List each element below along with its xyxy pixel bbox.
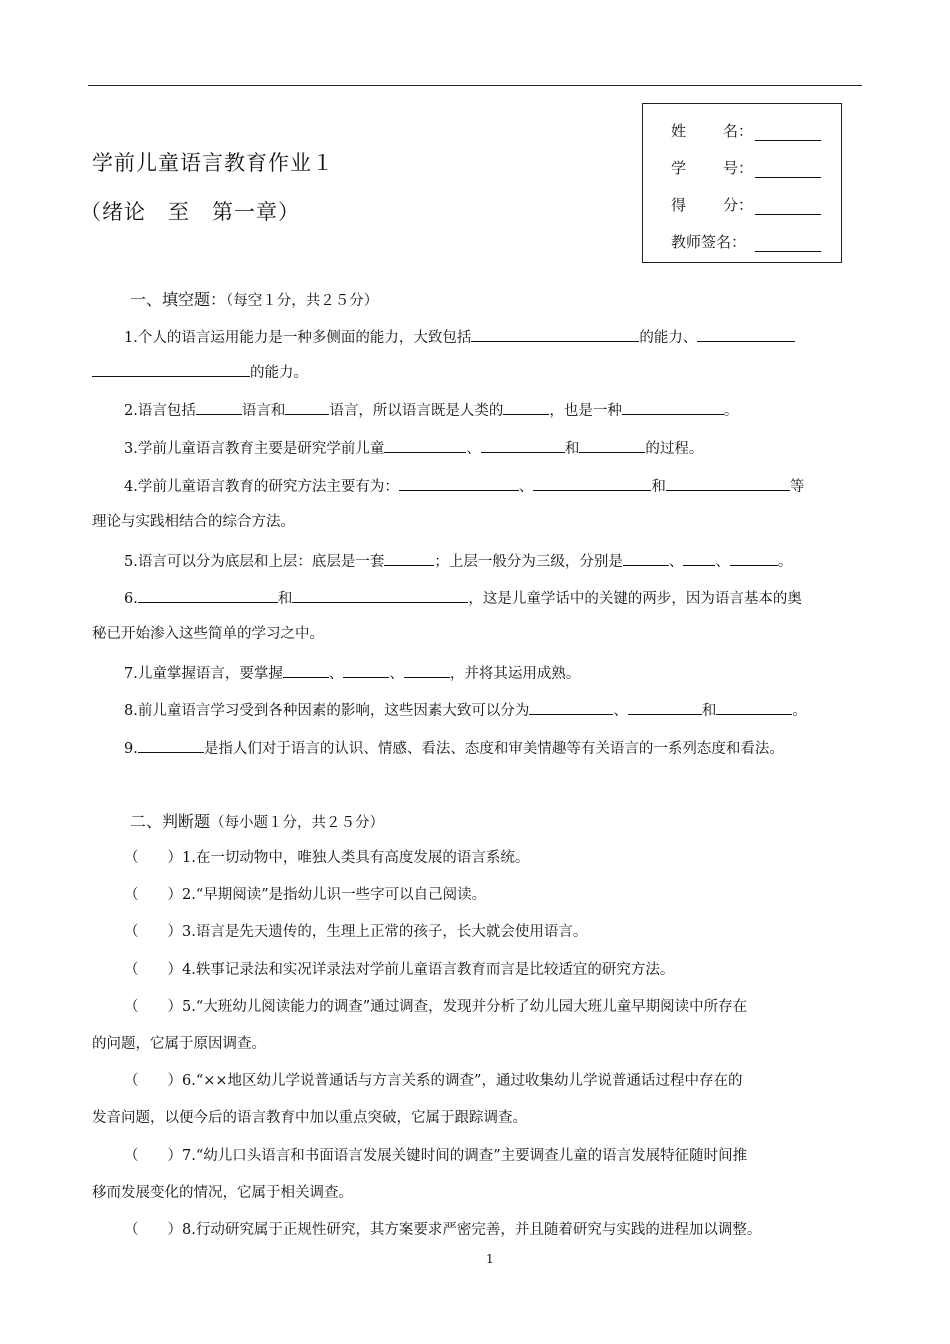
section1-title: 一、填空题：	[130, 290, 227, 309]
section1-heading	[130, 287, 378, 310]
q3-text-d: 的过程。	[645, 441, 704, 457]
q8-blank-1[interactable]	[529, 699, 613, 715]
section1-note: （每空１分，共２５分）	[226, 293, 379, 309]
q1-line1	[124, 326, 795, 348]
q5-blank-4[interactable]	[730, 550, 778, 566]
judge-item-5	[124, 997, 747, 1017]
answer-paren-8[interactable]: （ ）	[124, 1222, 182, 1238]
answer-paren-4[interactable]: （ ）	[124, 962, 182, 978]
q2-text-e: 。	[723, 403, 739, 419]
page-subtitle: （绪论 至 第一章）	[80, 200, 300, 224]
q4-text-e: 理论与实践相结合的综合方法。	[92, 514, 295, 530]
q7-blank-2[interactable]	[343, 662, 389, 678]
answer-paren-1[interactable]: （ ）	[124, 850, 182, 866]
judge-text-6b: 发音问题，以便今后的语言教育中加以重点突破，它属于跟踪调查。	[92, 1110, 527, 1126]
q5-blank-3[interactable]	[683, 550, 715, 566]
q2-blank-2[interactable]	[285, 399, 329, 415]
judge-text-1: 1.在一切动物中，唯独人类具有高度发展的语言系统。	[182, 850, 530, 866]
q4-text-b: 、	[518, 479, 534, 495]
q4-line2	[92, 512, 295, 532]
judge-item-1	[124, 848, 529, 868]
q9-text-b: 是指人们对于语言的认识、情感、看法、态度和审美情趣等有关语言的一系列态度和看法。	[203, 741, 784, 757]
q3-blank-2[interactable]	[481, 437, 565, 453]
q5-line	[124, 550, 792, 572]
q4-blank-1[interactable]	[399, 475, 519, 491]
answer-paren-7[interactable]: （ ）	[124, 1148, 182, 1164]
q9-text-a: 9.	[124, 741, 138, 757]
score-label-b: 分：	[722, 196, 753, 214]
q7-blank-1[interactable]	[283, 662, 329, 678]
q9-line	[124, 737, 784, 759]
judge-item-7	[124, 1146, 747, 1166]
q5-text-e: 。	[777, 554, 793, 570]
q2-text-d: ，也是一种	[549, 403, 622, 419]
q2-line	[124, 399, 738, 421]
q1-text-c: 的能力。	[250, 365, 308, 381]
judge-text-4: 4.轶事记录法和实况详录法对学前儿童语言教育而言是比较适宜的研究方法。	[182, 962, 675, 978]
q3-blank-1[interactable]	[384, 437, 466, 453]
q4-text-d: 等	[789, 479, 805, 495]
q6-text-d: 秘已开始渗入这些简单的学习之中。	[92, 626, 324, 642]
q1-blank-2[interactable]	[697, 326, 795, 342]
q1-text-b: 的能力、	[639, 330, 698, 346]
q8-blank-3[interactable]	[716, 699, 792, 715]
q7-text-a: 7.儿童掌握语言，要掌握	[124, 666, 283, 682]
q4-blank-2[interactable]	[533, 475, 651, 491]
q5-blank-1[interactable]	[384, 550, 434, 566]
q7-text-d: ，并将其运用成熟。	[449, 666, 581, 682]
q4-text-a: 4.学前儿童语言教育的研究方法主要有为：	[124, 479, 399, 495]
judge-text-7b: 移而发展变化的情况，它属于相关调查。	[92, 1185, 353, 1201]
q6-blank-2[interactable]	[292, 587, 468, 603]
id-row	[671, 157, 821, 178]
q5-text-a: 5.语言可以分为底层和上层：底层是一套	[124, 554, 385, 570]
q7-line	[124, 662, 580, 684]
q8-text-b: 、	[613, 703, 628, 719]
q6-text-a: 6.	[124, 591, 138, 607]
score-row	[671, 194, 821, 215]
name-blank[interactable]	[755, 125, 821, 141]
q7-blank-3[interactable]	[404, 662, 450, 678]
q5-text-b: ；上层一般分为三级，分别是	[434, 554, 623, 570]
teacher-sign-blank[interactable]	[755, 236, 821, 252]
judge-text-6a: 6.“××地区幼儿学说普通话与方言关系的调查”，通过收集幼儿学说普通话过程中存在的	[182, 1073, 743, 1089]
teacher-sign-label: 教师签名：	[671, 233, 747, 251]
q2-text-b: 语言和	[241, 403, 286, 419]
answer-paren-3[interactable]: （ ）	[124, 924, 182, 940]
q8-text-a: 8.前儿童语言学习受到各种因素的影响，这些因素大致可以分为	[124, 703, 530, 719]
q3-blank-3[interactable]	[579, 437, 645, 453]
q4-line1	[124, 475, 804, 497]
answer-paren-5[interactable]: （ ）	[124, 999, 182, 1015]
q1-blank-3[interactable]	[92, 361, 250, 377]
judge-item-2	[124, 885, 486, 905]
q8-line	[124, 699, 807, 721]
q2-blank-1[interactable]	[196, 399, 242, 415]
q3-text-a: 3.学前儿童语言教育主要是研究学前儿童	[124, 441, 385, 457]
q2-blank-3[interactable]	[503, 399, 549, 415]
q8-text-c: 和	[701, 703, 717, 719]
q6-text-c: ，这是儿童学话中的关键的两步，因为语言基本的奥	[468, 591, 802, 607]
judge-item-5-cont	[92, 1034, 266, 1054]
top-rule	[88, 85, 862, 86]
q2-text-a: 2.语言包括	[124, 403, 196, 419]
section2-note: （每小题１分，共２５分）	[210, 815, 385, 831]
page-title: 学前儿童语言教育作业１	[92, 151, 334, 175]
judge-text-5a: 5.“大班幼儿阅读能力的调查”通过调查，发现并分析了幼儿园大班儿童早期阅读中所存在	[182, 999, 748, 1015]
id-blank[interactable]	[755, 162, 821, 178]
q4-text-c: 和	[651, 479, 666, 495]
section2-heading	[130, 809, 384, 832]
name-label-b: 名：	[722, 122, 753, 140]
score-label-a: 得	[671, 196, 687, 214]
q8-blank-2[interactable]	[628, 699, 702, 715]
q1-blank-1[interactable]	[471, 326, 639, 342]
q6-text-b: 和	[277, 591, 293, 607]
q5-text-d: 、	[715, 554, 730, 570]
q9-blank-1[interactable]	[138, 737, 204, 753]
judge-text-5b: 的问题，它属于原因调查。	[92, 1036, 266, 1052]
answer-paren-6[interactable]: （ ）	[124, 1073, 182, 1089]
judge-text-7a: 7.“幼儿口头语言和书面语言发展关键时间的调查”主要调查儿童的语言发展特征随时间推	[182, 1148, 748, 1164]
q3-text-c: 和	[564, 441, 580, 457]
name-label-a: 姓	[671, 122, 687, 140]
q3-text-b: 、	[466, 441, 481, 457]
id-label-a: 学	[671, 159, 687, 177]
q3-line	[124, 437, 703, 459]
judge-item-4	[124, 960, 674, 980]
section2-title: 二、判断题	[130, 812, 211, 831]
q7-text-b: 、	[328, 666, 344, 682]
q4-blank-3[interactable]	[666, 475, 790, 491]
id-label-b: 号：	[722, 159, 753, 177]
q7-text-c: 、	[389, 666, 404, 682]
q6-line1	[124, 587, 802, 609]
teacher-sign-row	[671, 231, 821, 252]
judge-text-8: 8.行动研究属于正规性研究，其方案要求严密完善，并且随着研究与实践的进程加以调整。	[182, 1222, 762, 1238]
judge-item-6	[124, 1071, 742, 1091]
q2-text-c: 语言，所以语言既是人类的	[329, 403, 504, 419]
judge-item-7-cont	[92, 1183, 353, 1203]
q1-line2	[92, 361, 308, 383]
q5-blank-2[interactable]	[623, 550, 669, 566]
score-blank[interactable]	[755, 199, 821, 215]
q6-blank-1[interactable]	[138, 587, 278, 603]
student-info-box	[642, 103, 842, 263]
judge-item-3	[124, 922, 587, 942]
q8-text-d: 。	[792, 703, 807, 719]
q1-text-a: 1.个人的语言运用能力是一种多侧面的能力，大致包括	[124, 330, 472, 346]
judge-item-6-cont	[92, 1108, 527, 1128]
q5-text-c: 、	[668, 554, 684, 570]
judge-text-3: 3.语言是先天遗传的，生理上正常的孩子，长大就会使用语言。	[182, 924, 588, 940]
q2-blank-4[interactable]	[622, 399, 724, 415]
judge-item-8	[124, 1220, 761, 1240]
q6-line2	[92, 624, 324, 644]
judge-text-2: 2.“早期阅读”是指幼儿识一些字可以自己阅读。	[182, 887, 487, 903]
name-row	[671, 120, 821, 141]
page-number: 1	[486, 1252, 494, 1266]
answer-paren-2[interactable]: （ ）	[124, 887, 182, 903]
